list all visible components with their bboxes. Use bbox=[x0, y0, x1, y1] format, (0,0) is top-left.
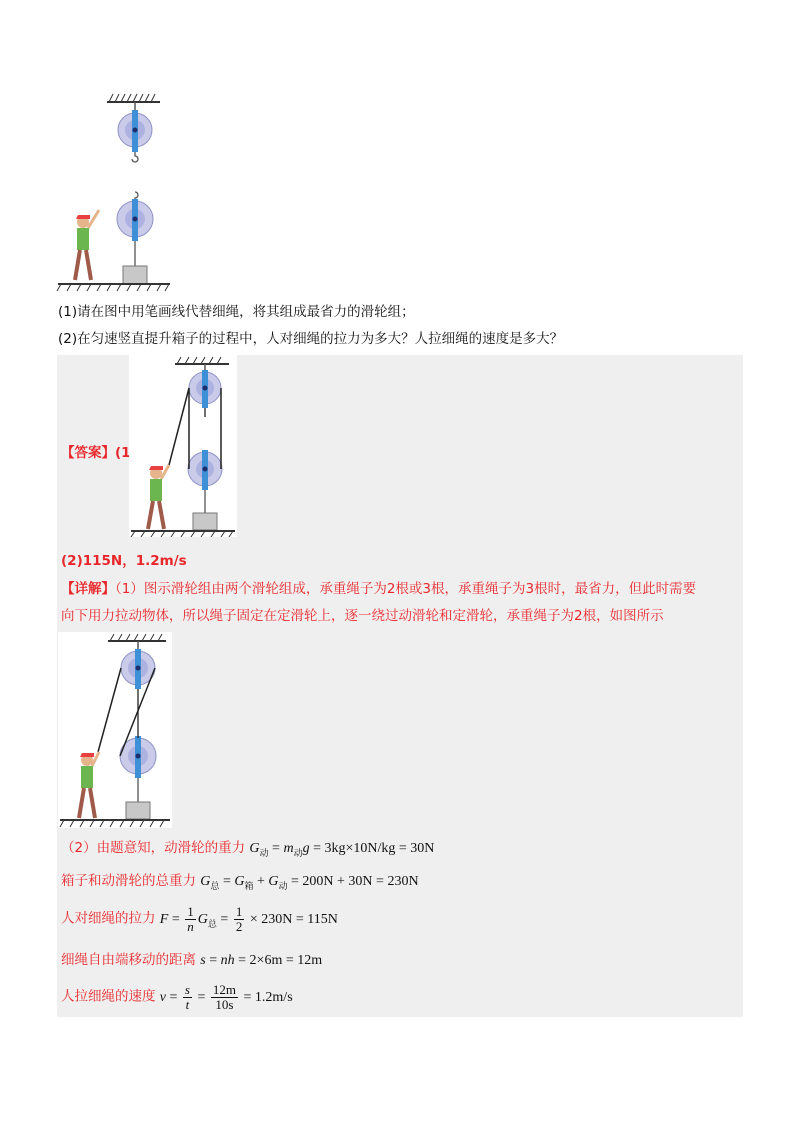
pulley-figure-answer bbox=[129, 355, 237, 537]
formula-total-weight: $G_总 = G_箱 + G_动 = 200N + 30N = 230N$ bbox=[200, 874, 419, 891]
step-dong-weight: （2）由题意知，动滑轮的重力 $G_动 = m_动g = 3kg\times 10N/kg = 30N$ bbox=[61, 840, 435, 858]
step-distance: 细绳自由端移动的距离 s = nh = 2×6m = 12m bbox=[61, 952, 323, 968]
pulley-figure-question bbox=[55, 88, 175, 293]
answer-block bbox=[57, 355, 743, 1017]
explanation-label: 【详解】 bbox=[61, 581, 115, 597]
formula-speed: v = $\frac{s}{t}$ = $\frac{12m}{10s}$ = 1.2m/s bbox=[159, 982, 293, 1012]
step-speed: 人拉细绳的速度 v = $\frac{s}{t}$ = $\frac{12m}{10s}$ = 1.2m/s bbox=[61, 982, 293, 1012]
step-pull-force: 人对细绳的拉力 F = $\frac{1}{n}$ $G_总$ = $\frac{1}{2}$ × 230N = 115N bbox=[61, 904, 338, 934]
answer-part-2: (2)115N，1.2m/s bbox=[61, 553, 187, 569]
formula-pull-force: F = $\frac{1}{n}$ $G_总$ = $\frac{1}{2}$ × 230N = 115N bbox=[159, 904, 338, 934]
answer-label: 【答案】(1) bbox=[61, 445, 137, 461]
step-total-weight: 箱子和动滑轮的总重力 $G_总 = G_箱 + G_动 = 200N + 30N = 230N$ bbox=[61, 873, 419, 891]
explanation-line-2: 向下用力拉动物体，所以绳子固定在定滑轮上，逐一绕过动滑轮和定滑轮，承重绳子为2根，如图所示 bbox=[61, 608, 664, 624]
explanation-line-1: 【详解】（1）图示滑轮组由两个滑轮组成，承重绳子为2根或3根，承重绳子为3根时，最省力，但此时需要 bbox=[61, 581, 697, 597]
formula-dong-weight: $G_动 = m_动g = 3kg\times 10N/kg = 30N$ bbox=[249, 841, 435, 858]
question-part-1: (1)请在图中用笔画线代替细绳，将其组成最省力的滑轮组； bbox=[58, 304, 415, 320]
question-part-2: (2)在匀速竖直提升箱子的过程中，人对细绳的拉力为多大？人拉细绳的速度是多大？ bbox=[58, 331, 564, 347]
formula-distance: s = nh = 2×6m = 12m bbox=[200, 953, 323, 968]
pulley-figure-explanation bbox=[58, 632, 172, 828]
